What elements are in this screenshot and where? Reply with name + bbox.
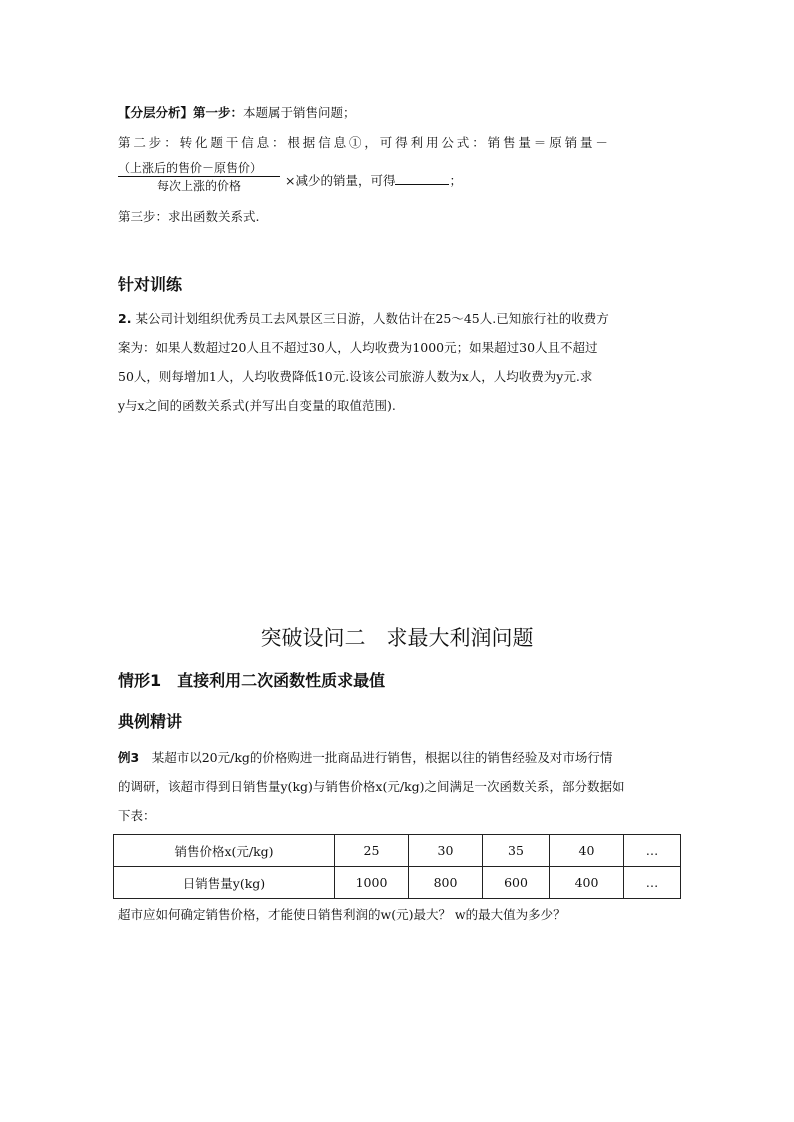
analysis-step3: 第三步：求出函数关系式. bbox=[118, 209, 260, 224]
example-label: 例3 bbox=[118, 750, 140, 765]
example-question: 超市应如何确定销售价格，才能使日销售利润的w(元)最大？ w的最大值为多少？ bbox=[118, 907, 566, 922]
after-fraction-text: ×减少的销量，可得 bbox=[285, 173, 396, 188]
problem-number: 2. bbox=[118, 311, 132, 326]
example-heading: 典例精讲 bbox=[118, 712, 183, 731]
table-cell: 30 bbox=[409, 835, 483, 867]
table-cell: 600 bbox=[483, 867, 550, 899]
table-row bbox=[114, 867, 681, 899]
analysis-step2-line: 第二步：转化题干信息：根据信息①，可得利用公式：销售量＝原销量－ bbox=[118, 135, 611, 150]
example-line-3: 下表： bbox=[118, 808, 156, 823]
data-table bbox=[113, 834, 681, 899]
fraction-numerator: （上涨后的售价－原售价） bbox=[118, 161, 263, 175]
table-cell: 800 bbox=[409, 867, 483, 899]
problem-line-2: 案为：如果人数超过20人且不超过30人，人均收费为1000元；如果超过30人且不超过 bbox=[118, 340, 598, 355]
fraction-denominator: 每次上涨的价格 bbox=[156, 179, 241, 193]
analysis-tag: 【分层分析】 bbox=[118, 105, 194, 120]
section-title: 突破设问二 求最大利润问题 bbox=[260, 626, 534, 650]
analysis-step1 bbox=[118, 104, 356, 122]
case-heading: 情形1 直接利用二次函数性质求最值 bbox=[118, 671, 386, 690]
table-cell: 销售价格x(元/kg) bbox=[114, 835, 335, 867]
table-row bbox=[114, 835, 681, 867]
table-cell: … bbox=[624, 867, 681, 899]
example-problem bbox=[118, 743, 684, 830]
example-line-1: 例3 某超市以20元/kg的价格购进一批商品进行销售，根据以往的销售经验及对市场行情 bbox=[118, 750, 613, 765]
table-cell: 25 bbox=[335, 835, 409, 867]
table-cell: 35 bbox=[483, 835, 550, 867]
step1-label: 第一步： bbox=[193, 105, 244, 120]
analysis-after-fraction bbox=[285, 170, 462, 190]
table-cell: 40 bbox=[550, 835, 624, 867]
example-line-2: 的调研，该超市得到日销售量y(kg)与销售价格x(元/kg)之间满足一次函数关系，部分数据如 bbox=[118, 779, 625, 794]
analysis-fraction bbox=[118, 159, 288, 194]
training-problem bbox=[118, 304, 684, 420]
problem-line-4: y与x之间的函数关系式(并写出自变量的取值范围). bbox=[118, 398, 396, 413]
after-blank-text: ； bbox=[449, 173, 462, 188]
step1-text: 本题属于销售问题； bbox=[243, 105, 356, 120]
table-cell: 400 bbox=[550, 867, 624, 899]
answer-blank[interactable] bbox=[395, 170, 449, 185]
table-cell: 1000 bbox=[335, 867, 409, 899]
problem-line-1: 2. 某公司计划组织优秀员工去风景区三日游，人数估计在25～45人.已知旅行社的收费方 bbox=[118, 311, 609, 326]
table-cell: … bbox=[624, 835, 681, 867]
training-heading: 针对训练 bbox=[118, 275, 183, 294]
table-cell: 日销售量y(kg) bbox=[114, 867, 335, 899]
problem-line-3: 50人，则每增加1人，人均收费降低10元.设该公司旅游人数为x人，人均收费为y元.求 bbox=[118, 369, 593, 384]
